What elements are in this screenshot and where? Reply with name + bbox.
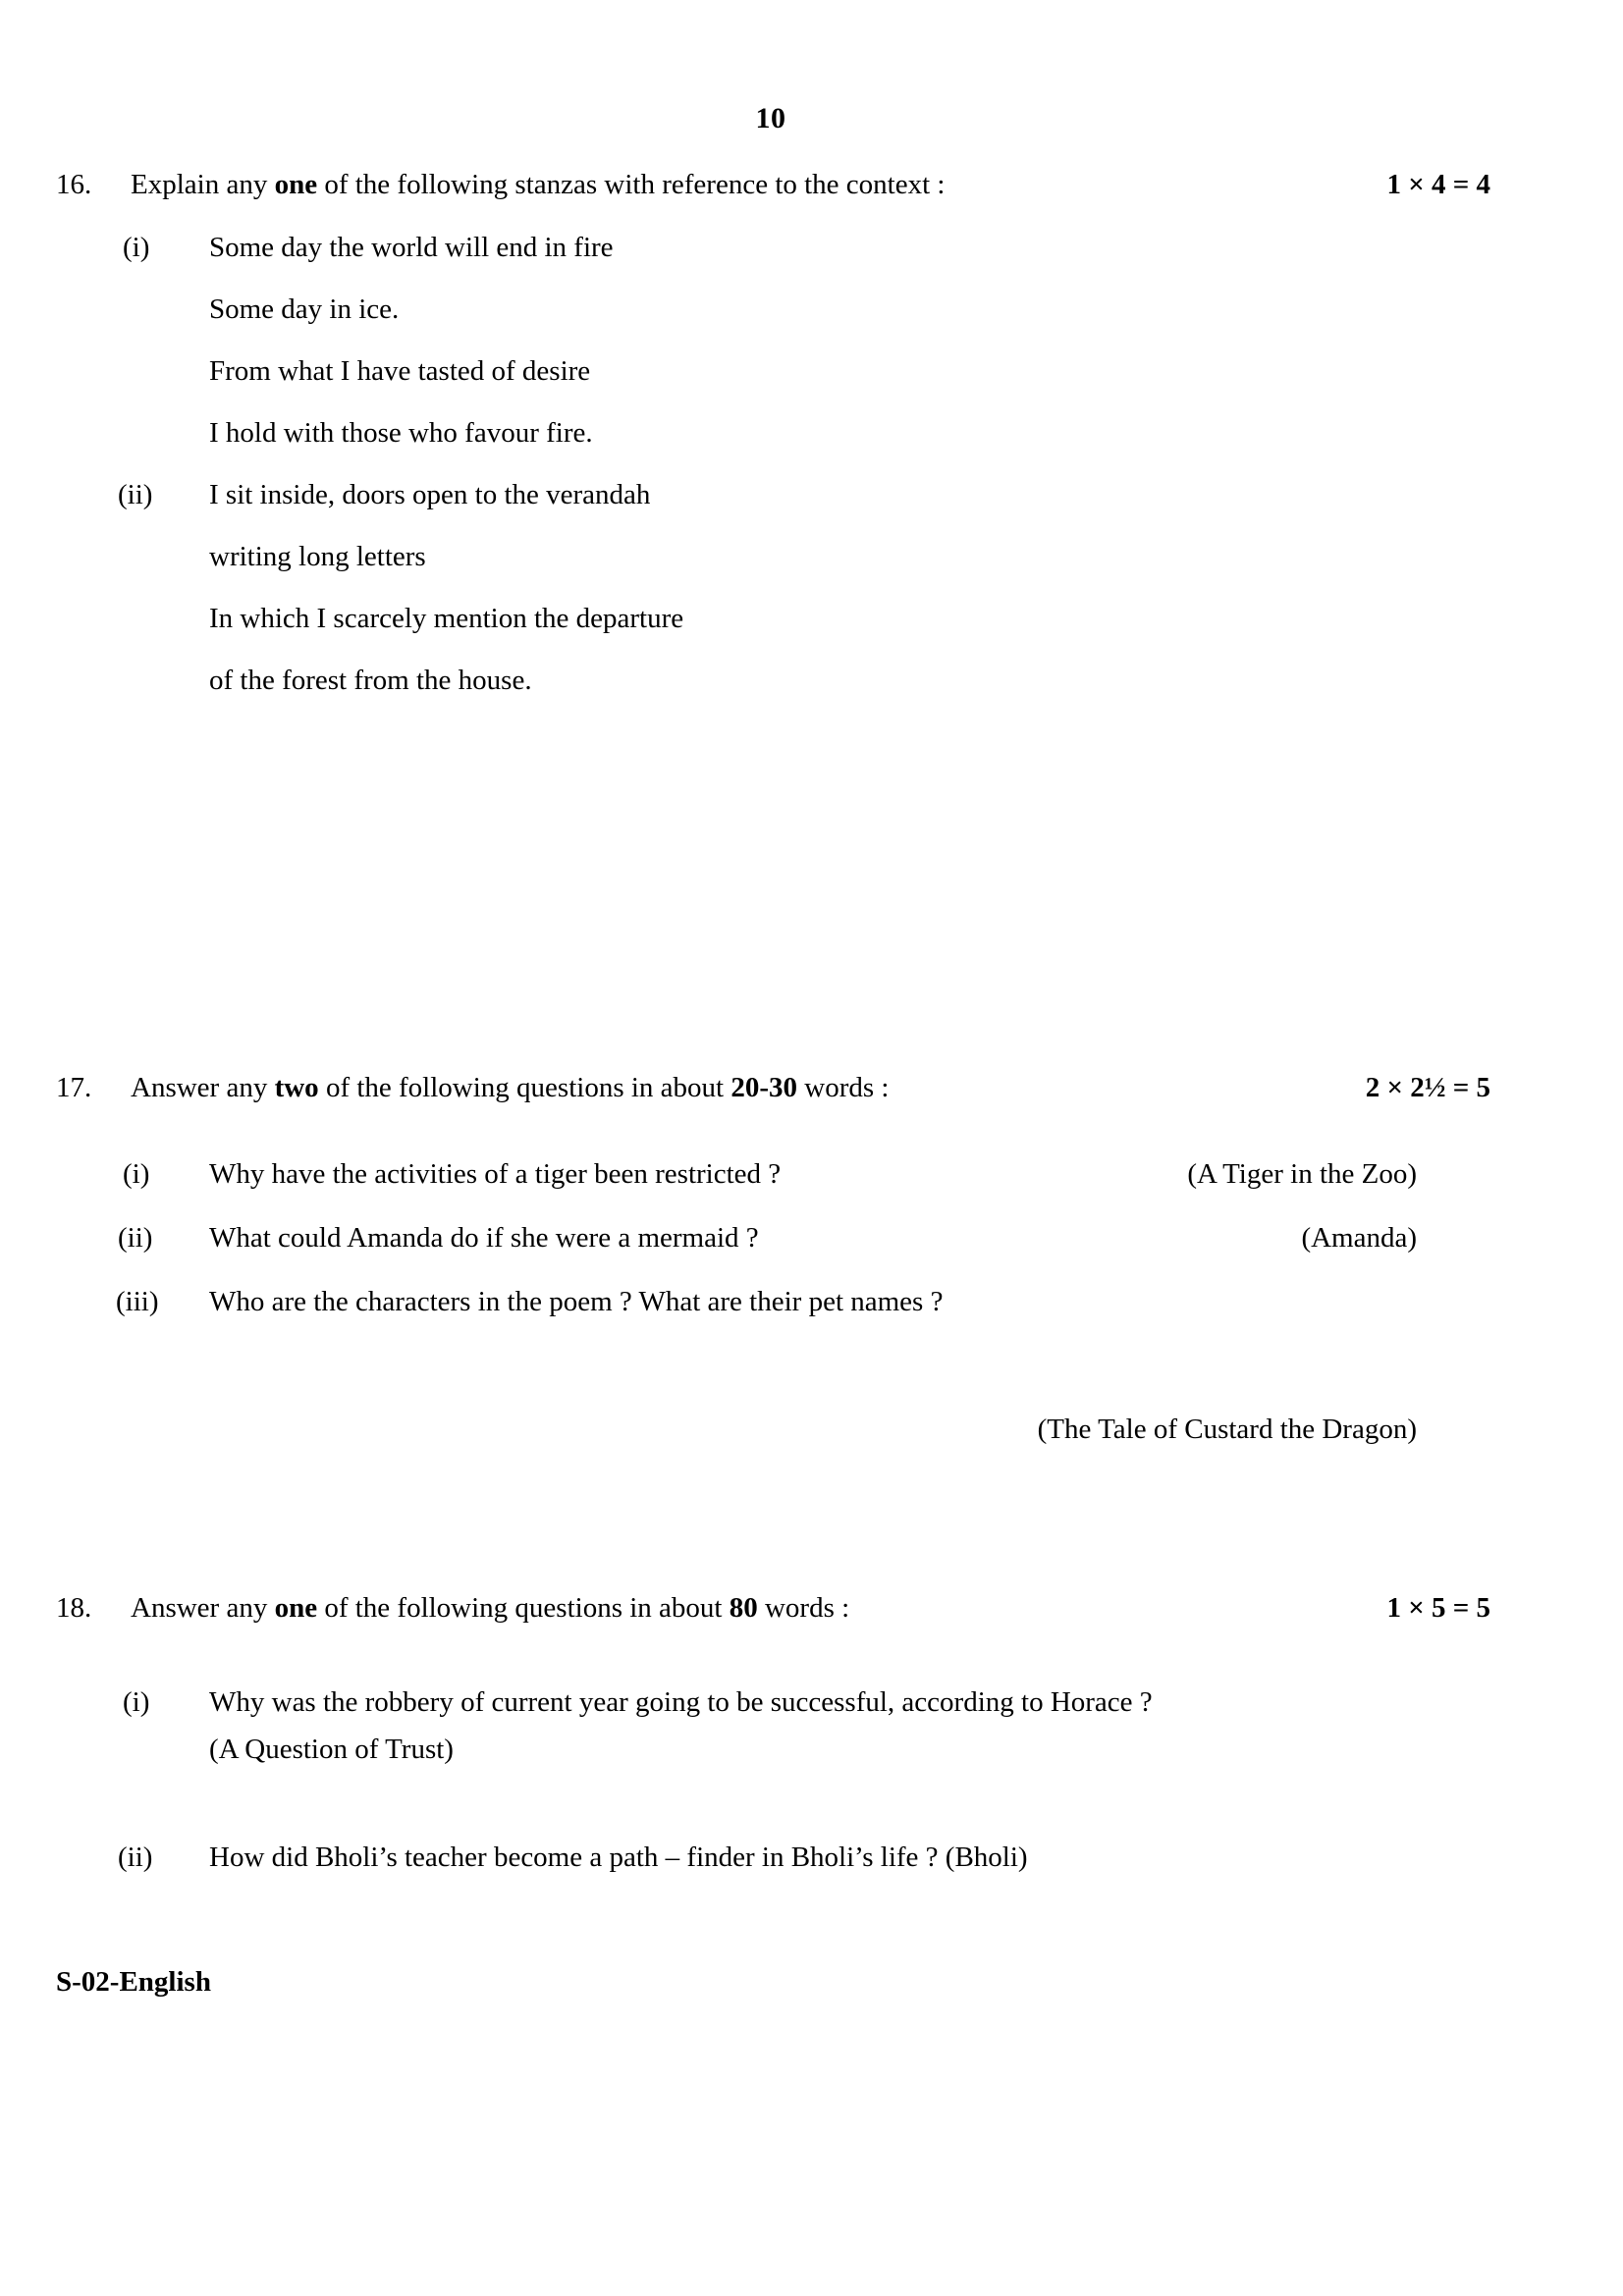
question-17-item-iii-row [0, 1286, 1623, 1329]
question-18-block [0, 1592, 1623, 1635]
question-16-prompt-part2: of the following stanzas with reference to the context : [317, 169, 946, 200]
question-16-item-i [0, 232, 1623, 449]
question-16-item-ii [0, 479, 1623, 696]
question-18-marks: 1 × 5 = 5 [1386, 1592, 1490, 1624]
question-18-item-ii-row [0, 1842, 1623, 1885]
question-17-prompt-part1: Answer any [131, 1072, 275, 1103]
question-16-item-ii-label: (ii) [118, 479, 153, 510]
question-16-item-i-line-2: Some day in ice. [209, 294, 400, 325]
question-17-item-i-source: (A Tiger in the Zoo) [1187, 1158, 1417, 1190]
question-17-number: 17. [56, 1072, 92, 1103]
question-17-item-i-label: (i) [123, 1158, 150, 1190]
question-17-prompt-part2: of the following questions in about [318, 1072, 731, 1103]
question-18-item-i-label: (i) [123, 1686, 150, 1718]
question-17-prompt-emphasis: two [274, 1072, 319, 1103]
question-17-marks: 2 × 2½ = 5 [1365, 1072, 1490, 1103]
question-16-item-ii-row [0, 479, 1623, 522]
question-17-item-i [0, 1158, 1623, 1201]
question-16-item-i-line-1: Some day the world will end in fire [209, 232, 614, 263]
paper-code-footer: S-02-English [56, 1966, 211, 1998]
question-16-item-i-line-3: From what I have tasted of desire [209, 355, 591, 387]
question-16-item-ii-line-2: writing long letters [209, 541, 426, 572]
question-16-item-ii-line-1: I sit inside, doors open to the verandah [209, 479, 651, 510]
question-18-item-ii-label: (ii) [118, 1842, 153, 1873]
question-17-item-ii-label: (ii) [118, 1222, 153, 1254]
question-18-number: 18. [56, 1592, 92, 1624]
question-16-marks: 1 × 4 = 4 [1386, 169, 1490, 200]
question-18-item-ii-text: How did Bholi’s teacher become a path – finder in Bholi’s life ? (Bholi) [209, 1842, 1028, 1873]
question-17-item-iii-text: Who are the characters in the poem ? What are their pet names ? [209, 1286, 944, 1317]
question-17-item-iii [0, 1286, 1623, 1445]
question-17-header [0, 1072, 1623, 1115]
question-18-item-ii [0, 1842, 1623, 1885]
question-18-prompt-emphasis: one [274, 1592, 318, 1624]
question-18-item-i-text: Why was the robbery of current year going to be successful, according to Horace ? [209, 1686, 1153, 1718]
question-16-prompt-emphasis: one [274, 169, 318, 200]
question-18-prompt-part3: words : [757, 1592, 850, 1624]
question-16-block [0, 169, 1623, 212]
question-17-item-ii-row [0, 1222, 1623, 1265]
question-18-header [0, 1592, 1623, 1635]
question-17-item-ii-source: (Amanda) [1301, 1222, 1417, 1254]
question-16-item-i-line-4: I hold with those who favour fire. [209, 417, 593, 449]
question-17-item-ii [0, 1222, 1623, 1265]
question-16-prompt-part1: Explain any [131, 169, 275, 200]
question-17-item-i-text: Why have the activities of a tiger been restricted ? [209, 1158, 782, 1190]
question-18-prompt-part2: of the following questions in about [317, 1592, 730, 1624]
question-18-item-i [0, 1686, 1623, 1765]
question-16-item-i-row [0, 232, 1623, 275]
question-18-item-i-source: (A Question of Trust) [209, 1734, 454, 1765]
question-17-prompt-emphasis-2: 20-30 [730, 1072, 798, 1103]
question-17-item-iii-label: (iii) [116, 1286, 159, 1317]
question-16-item-ii-line-4: of the forest from the house. [209, 665, 532, 696]
question-17-block [0, 1072, 1623, 1115]
question-16-item-i-label: (i) [123, 232, 150, 263]
question-16-item-ii-line-3: In which I scarcely mention the departure [209, 603, 684, 634]
question-17-item-ii-text: What could Amanda do if she were a mermaid ? [209, 1222, 759, 1254]
question-18-item-i-row [0, 1686, 1623, 1730]
question-17-item-iii-source: (The Tale of Custard the Dragon) [1037, 1414, 1417, 1445]
question-17-item-i-row [0, 1158, 1623, 1201]
page-number: 10 [755, 102, 786, 134]
question-18-prompt-part1: Answer any [131, 1592, 275, 1624]
question-18-prompt-emphasis-2: 80 [729, 1592, 758, 1624]
question-17-prompt-part3: words : [797, 1072, 890, 1103]
question-16-header [0, 169, 1623, 212]
question-16-number: 16. [56, 169, 92, 200]
